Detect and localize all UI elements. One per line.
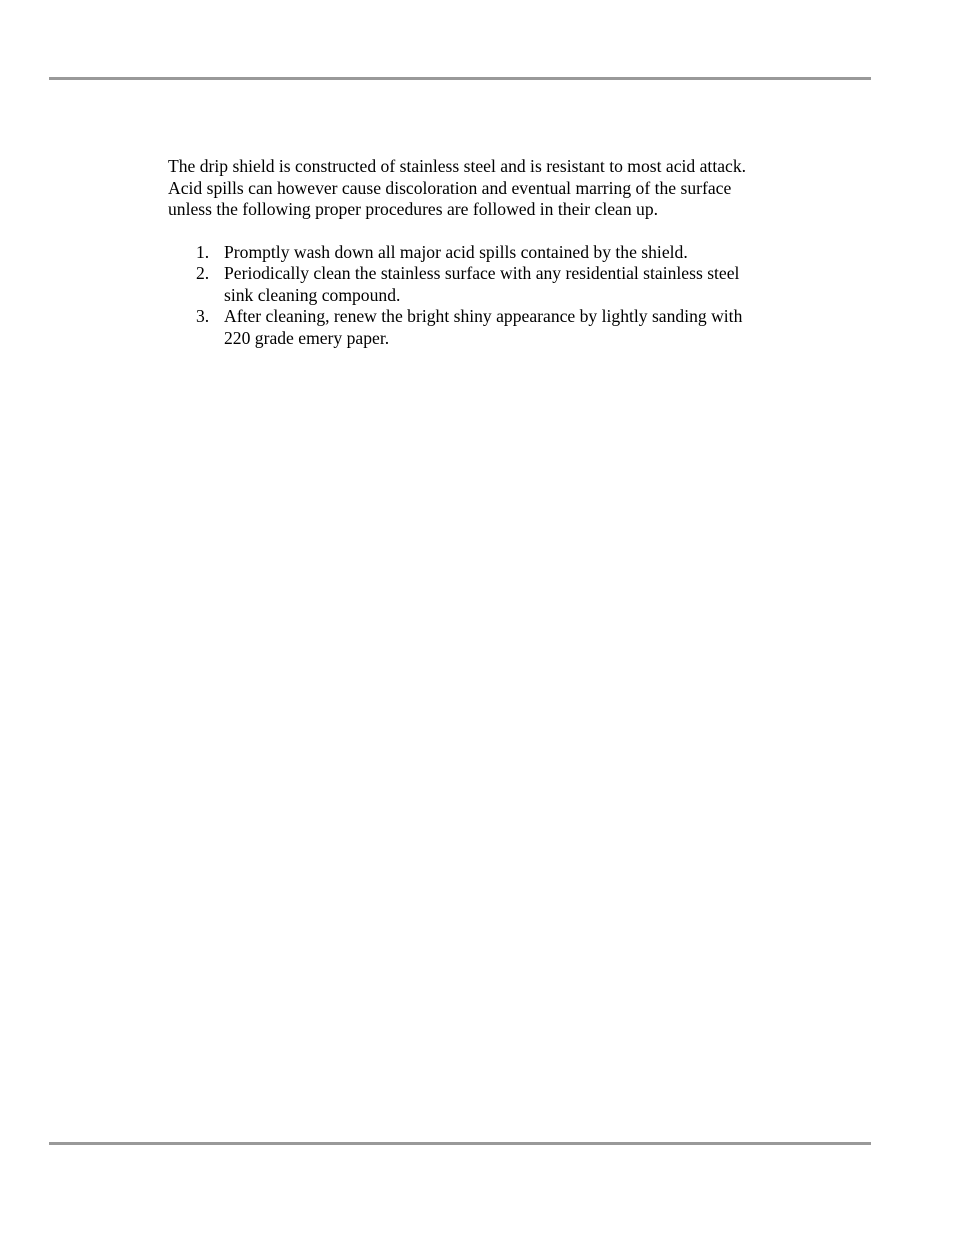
list-item-text: Promptly wash down all major acid spills contained by the shield.	[224, 241, 688, 262]
list-item-text: After cleaning, renew the bright shiny appearance by lightly sanding with 220 grade emery paper.	[224, 306, 743, 348]
list-item-number: 3.	[196, 306, 210, 326]
list-item	[168, 263, 744, 306]
footer-rule	[49, 1142, 871, 1145]
list-item	[168, 306, 744, 349]
document-body	[168, 156, 768, 349]
intro-paragraph: The drip shield is constructed of stainless steel and is resistant to most acid attack. Acid spills can however cause discoloration and eventual marring of the surface unless the following proper procedures are followed in their clean up.	[168, 156, 747, 219]
header-rule	[49, 77, 871, 80]
procedure-list	[168, 242, 768, 350]
list-item-number: 1.	[196, 241, 210, 262]
list-item-number: 2.	[196, 263, 210, 283]
list-item	[168, 242, 744, 264]
list-item-text: Periodically clean the stainless surface with any residential stainless steel sink cleaning compound.	[224, 263, 740, 305]
